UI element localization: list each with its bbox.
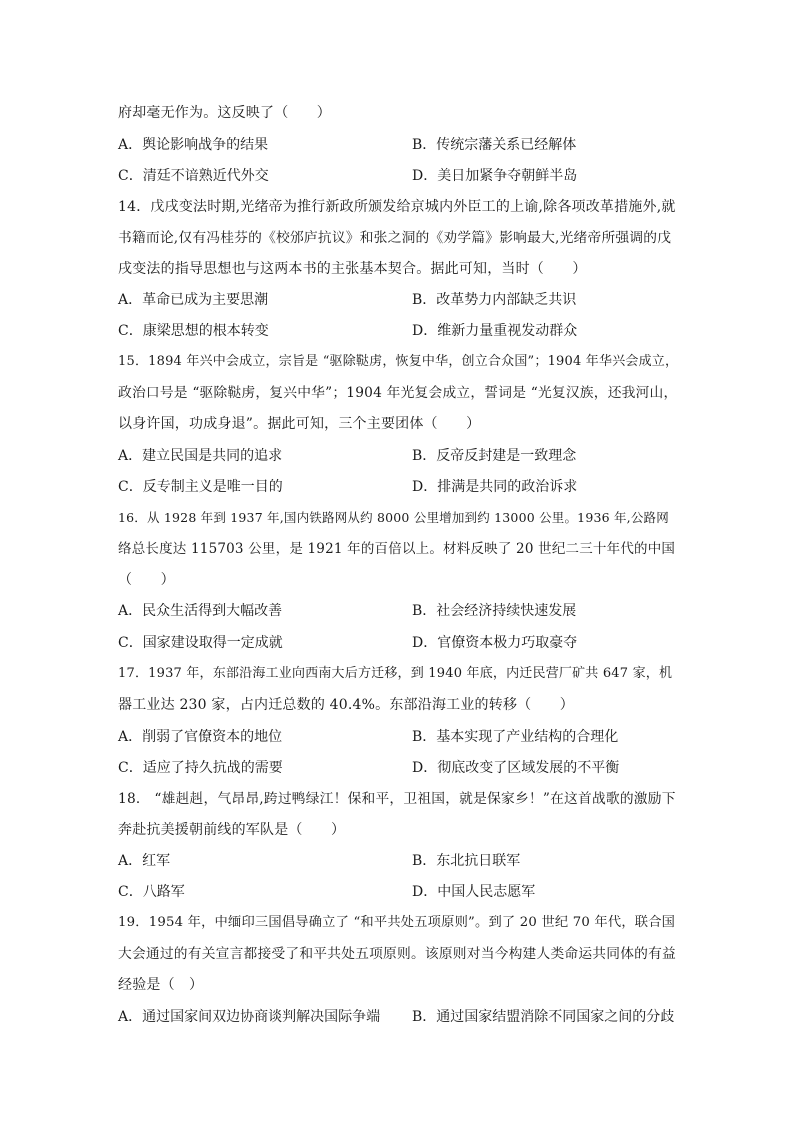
- q16-stem-line-3: （ ）: [118, 572, 175, 588]
- q15-option-a: A．建立民国是共同的追求: [118, 448, 283, 464]
- q19-stem-line-2: 大会通过的有关宣言都接受了和平共处五项原则。该原则对当今构建人类命运共同体的有益: [118, 946, 677, 962]
- q13-option-b: B．传统宗藩关系已经解体: [412, 137, 577, 153]
- q17-option-d: D．彻底改变了区域发展的不平衡: [412, 760, 620, 776]
- q15-option-b: B．反帝反封建是一致理念: [412, 448, 577, 464]
- q17-option-c: C．适应了持久抗战的需要: [118, 760, 283, 776]
- q19-stem-line-1: 19．1954 年，中缅印三国倡导确立了 “和平共处五项原则”。到了 20 世纪 70 年代，联合国: [118, 915, 676, 930]
- q16-option-c: C．国家建设取得一定成就: [118, 635, 283, 651]
- q14-option-a: A．革命已成为主要思潮: [118, 292, 269, 308]
- q18-stem-line-1: 18． “雄赳赳，气昂昂,跨过鸭绿江！保和平，卫祖国，就是保家乡！”在这首战歌的激励下: [118, 791, 676, 807]
- q13-option-a: A．舆论影响战争的结果: [118, 137, 269, 153]
- q16-option-d: D．官僚资本极力巧取豪夺: [412, 635, 578, 651]
- q17-option-a: A．削弱了官僚资本的地位: [118, 729, 283, 745]
- q18-stem-line-2: 奔赴抗美援朝前线的军队是（ ）: [118, 822, 346, 838]
- q17-stem-line-2: 器工业达 230 家，占内迁总数的 40.4%。东部沿海工业的转移（ ）: [118, 697, 574, 713]
- q17-option-b: B．基本实现了产业结构的合理化: [412, 729, 619, 745]
- q14-stem-line-3: 戌变法的指导思想也与这两本书的主张基本契合。据此可知，当时（ ）: [118, 261, 587, 277]
- q19-stem-line-3: 经验是（ ）: [118, 977, 204, 993]
- q18-option-a: A．红军: [118, 853, 171, 869]
- q14-stem-line-2: 书籍而论,仅有冯桂芬的《校邠庐抗议》和张之洞的《劝学篇》影响最大,光绪帝所强调的戊: [118, 230, 672, 246]
- q19-option-b: B．通过国家结盟消除不同国家之间的分歧: [412, 1009, 675, 1025]
- q13-option-c: C．清廷不谙熟近代外交: [118, 168, 269, 184]
- q16-stem-line-1: 16．从 1928 年到 1937 年,国内铁路网从约 8000 公里增加到约 13000 公里。1936 年,公路网: [118, 510, 669, 525]
- q16-stem-line-2: 络总长度达 115703 公里，是 1921 年的百倍以上。材料反映了 20 世纪二三十年代的中国: [118, 541, 676, 557]
- q13-option-d: D．美日加紧争夺朝鲜半岛: [412, 168, 578, 184]
- q15-stem-line-1: 15．1894 年兴中会成立，宗旨是 “驱除鞑虏，恢复中华，创立合众国”；1904 年华兴会成立，: [118, 354, 679, 369]
- q17-stem-line-1: 17．1937 年，东部沿海工业向西南大后方迁移，到 1940 年底，内迁民营厂矿共 647 家，机: [118, 666, 673, 681]
- q15-stem-line-3: 以身许国，功成身退”。据此可知，三个主要团体（ ）: [118, 416, 481, 432]
- q15-stem-line-2: 政治口号是 “驱除鞑虏，复兴中华”；1904 年光复会成立，誓词是 “光复汉族，还我河山，: [118, 385, 678, 401]
- q18-option-b: B．东北抗日联军: [412, 853, 521, 869]
- q18-option-c: C．八路军: [118, 884, 185, 900]
- q13-stem: 府却毫无作为。这反映了（ ）: [118, 105, 331, 121]
- q18-option-d: D．中国人民志愿军: [412, 884, 536, 900]
- q16-option-a: A．民众生活得到大幅改善: [118, 603, 283, 619]
- q15-option-c: C．反专制主义是唯一目的: [118, 479, 283, 495]
- q14-option-b: B．改革势力内部缺乏共识: [412, 292, 577, 308]
- q14-option-d: D．维新力量重视发动群众: [412, 323, 578, 339]
- q15-option-d: D．排满是共同的政治诉求: [412, 479, 578, 495]
- q14-option-c: C．康梁思想的根本转变: [118, 323, 269, 339]
- q16-option-b: B．社会经济持续快速发展: [412, 603, 577, 619]
- q19-option-a: A．通过国家间双边协商谈判解决国际争端: [118, 1009, 381, 1025]
- q14-stem-line-1: 14．戊戌变法时期,光绪帝为推行新政所颁发给京城内外臣工的上谕,除各项改革措施外,就: [118, 199, 676, 215]
